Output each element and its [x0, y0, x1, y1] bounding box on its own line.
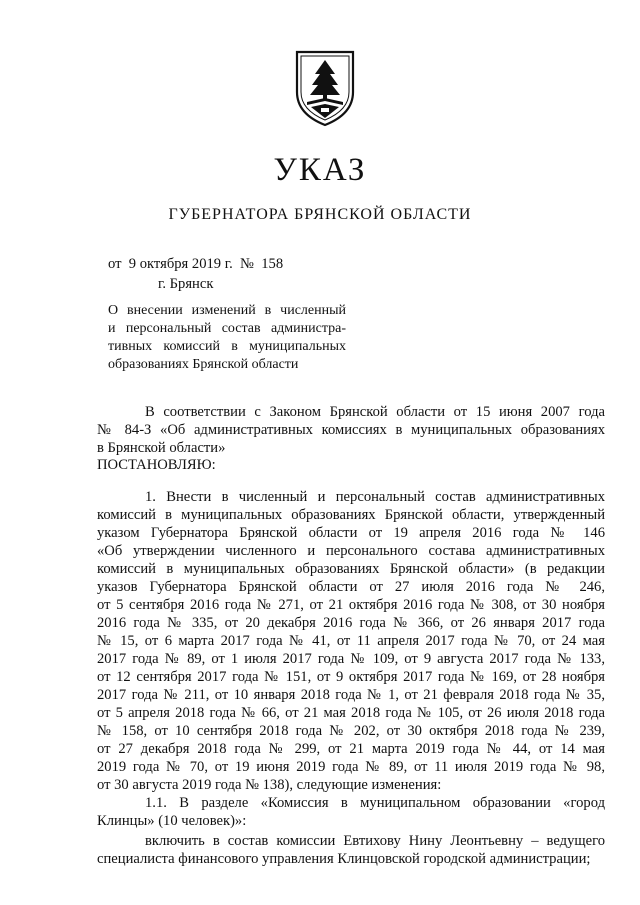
- decree-word: ПОСТАНОВЛЯЮ:: [97, 457, 216, 473]
- preamble-line: в Брянской области»: [97, 440, 226, 456]
- item1-line: указом Губернатора Брянской области от 19 апреля 2016 года № 146: [97, 525, 605, 541]
- item1-line: комиссий в муниципальных образованиях Брянской области» (в редакции: [97, 561, 605, 577]
- subject-line: и персональный состав администра-: [108, 321, 346, 336]
- item1-line: 2019 года № 70, от 19 июня 2019 года № 89, от 11 июля 2019 года № 98,: [97, 759, 605, 775]
- item1-line: от 5 апреля 2018 года № 66, от 21 мая 2018 года № 105, от 26 июля 2018 года: [97, 705, 605, 721]
- item1-line: 2017 года № 211, от 10 января 2018 года № 1, от 21 февраля 2018 года № 35,: [97, 687, 605, 703]
- city-line: г. Брянск: [158, 276, 214, 292]
- item1-line: № 158, от 10 сентября 2018 года № 202, от 30 октября 2018 года № 239,: [97, 723, 605, 739]
- document-type-heading: УКАЗ: [273, 152, 367, 188]
- subject-line: О внесении изменений в численный: [108, 303, 346, 318]
- subject-line: тивных комиссий в муниципальных: [108, 339, 346, 354]
- item1-line: 1. Внести в численный и персональный состав административных: [145, 489, 605, 505]
- coat-of-arms-emblem: [293, 48, 357, 128]
- preamble-line: В соответствии с Законом Брянской области от 15 июня 2007 года: [145, 404, 605, 420]
- item1-line: 2017 года № 89, от 1 июля 2017 года № 109, от 9 августа 2017 года № 133,: [97, 651, 605, 667]
- item1-line: от 27 декабря 2018 года № 299, от 21 марта 2019 года № 44, от 14 мая: [97, 741, 605, 757]
- item1-line: комиссий в муниципальных образованиях Брянской области, утвержденный: [97, 507, 605, 523]
- item11-line: 1.1. В разделе «Комиссия в муниципальном образовании «город: [145, 795, 605, 811]
- item1-line: № 15, от 6 марта 2017 года № 41, от 11 апреля 2017 года № 70, от 24 мая: [97, 633, 605, 649]
- item1-line: от 5 сентября 2016 года № 271, от 21 октября 2016 года № 308, от 30 ноября: [97, 597, 605, 613]
- item1-line: «Об утверждении численного и персонального состава административных: [97, 543, 605, 559]
- item1-line: от 12 сентября 2017 года № 151, от 9 октября 2017 года № 169, от 28 ноября: [97, 669, 605, 685]
- include-line: включить в состав комиссии Евтихову Нину Леонтьевну – ведущего: [145, 833, 605, 849]
- issuer-heading: ГУБЕРНАТОРА БРЯНСКОЙ ОБЛАСТИ: [168, 206, 472, 223]
- preamble-line: № 84-З «Об административных комиссиях в муниципальных образованиях: [97, 422, 605, 438]
- item11-line: Клинцы» (10 человек)»:: [97, 813, 247, 829]
- item1-line: указов Губернатора Брянской области от 27 июля 2016 года № 246,: [97, 579, 605, 595]
- date-number-line: от 9 октября 2019 г. № 158: [108, 256, 284, 272]
- subject-line: образованиях Брянской области: [108, 357, 299, 372]
- item1-line: от 30 августа 2019 года № 138), следующие изменения:: [97, 777, 442, 793]
- include-line: специалиста финансового управления Клинцовской городской администрации;: [97, 851, 591, 867]
- item1-line: 2016 года № 335, от 20 декабря 2016 года № 366, от 26 января 2017 года: [97, 615, 605, 631]
